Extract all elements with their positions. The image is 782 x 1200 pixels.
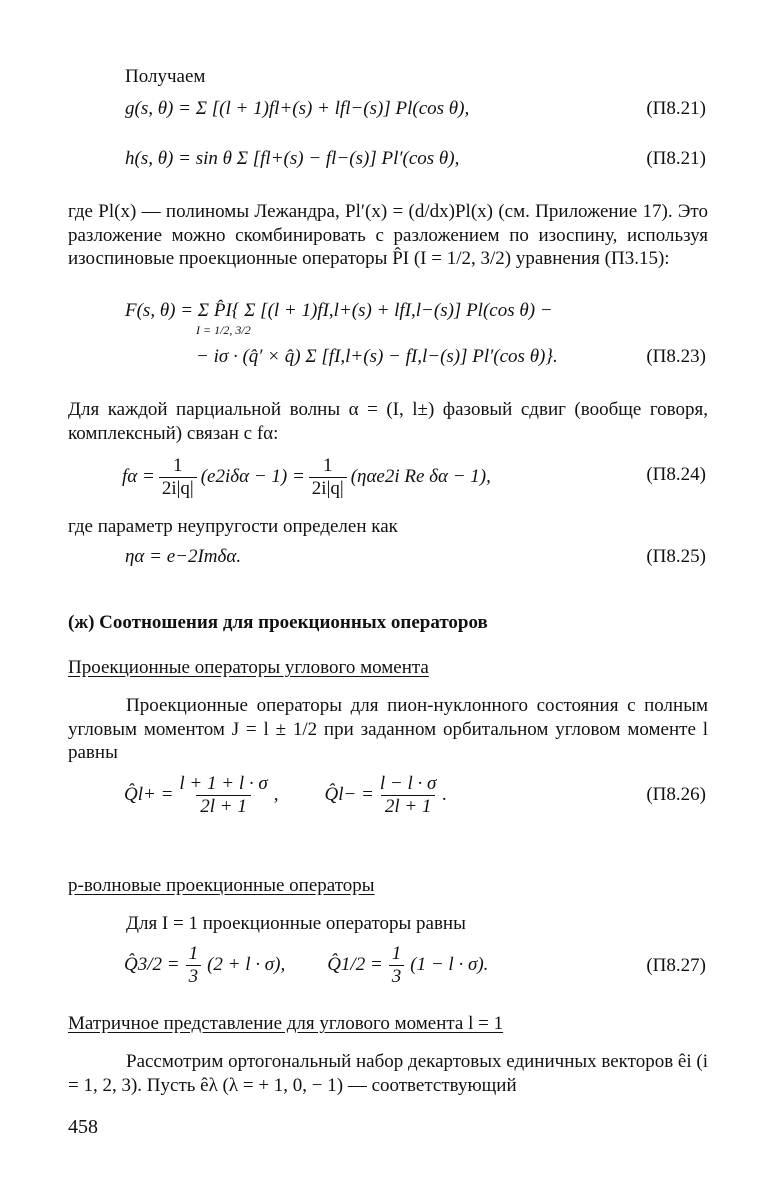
equation-number: (П8.27) [646, 955, 706, 976]
denominator: 2i|q| [159, 477, 197, 500]
denominator: 2l + 1 [381, 795, 436, 818]
numerator: 1 [391, 942, 402, 964]
section-heading: (ж) Соотношения для проекционных операторов [68, 612, 488, 633]
subsection-heading: Проекционные операторы углового момента [68, 657, 429, 678]
Q32-rhs: (2 + l · σ), [207, 954, 286, 975]
paragraph-inelasticity: где параметр неупругости определен как [68, 516, 398, 537]
denominator: 2l + 1 [196, 795, 251, 818]
fraction [389, 943, 405, 988]
paragraph-matrix [68, 1050, 708, 1097]
equation-number: (П8.24) [646, 464, 706, 485]
paragraph-text: Проекционные операторы для пион-нуклонного состояния с полным угловым моментом J = l ± 1/2 при заданном орбитальном угловом моменте l равны [68, 695, 708, 763]
Q-plus-lhs: Q̂l+ = [124, 784, 174, 805]
intro-text: Получаем [125, 66, 206, 87]
f-alpha-mid: (e2iδα − 1) = [200, 466, 305, 487]
equation-F-line1: F(s, θ) = Σ P̂I{ Σ [(l + 1)fI,l+(s) + lfI,l−(s)] Pl(cos θ) − [125, 300, 553, 321]
fraction [159, 455, 197, 500]
Q-minus-lhs: Q̂l− = [324, 784, 374, 805]
denominator: 2i|q| [309, 477, 347, 500]
sum-subscript: I = 1/2, 3/2 [196, 323, 251, 337]
equation-g: g(s, θ) = Σ [(l + 1)fl+(s) + lfl−(s)] Pl(cos θ), [125, 98, 470, 119]
Q12-rhs: (1 − l · σ). [410, 954, 489, 975]
subsection-heading: р-волновые проекционные операторы [68, 875, 375, 896]
numerator: 1 [188, 942, 199, 964]
equation-number: (П8.26) [646, 784, 706, 805]
fraction [186, 943, 202, 988]
fraction [380, 773, 437, 818]
equation-number: (П8.21) [646, 148, 706, 169]
numerator: l + 1 + l · σ [179, 772, 268, 794]
paragraph-projection [68, 694, 708, 765]
equation-Q: Q̂l+ = $\frac{l + 1 + l \cdot \sigma}{2l + 1}$ , Q̂l− = $\frac{l - l \cdot \sigma}{2l + 1}$ . [124, 772, 448, 817]
equation-number: (П8.25) [646, 546, 706, 567]
Q12-lhs: Q̂1/2 = [327, 954, 383, 975]
subsection-heading: Матричное представление для углового момента l = 1 [68, 1013, 504, 1034]
numerator: 1 [322, 454, 333, 476]
paragraph-text: Для I = 1 проекционные операторы равны [126, 913, 466, 934]
equation-h: h(s, θ) = sin θ Σ [fl+(s) − fl−(s)] Pl′(cos θ), [125, 148, 460, 169]
equation-eta: ηα = e−2Imδα. [125, 546, 242, 567]
fraction [179, 773, 267, 818]
denominator: 3 [389, 965, 405, 988]
f-alpha-lhs: fα = [122, 466, 155, 487]
equation-Q32 [124, 940, 488, 990]
paragraph-p-wave [68, 912, 708, 936]
equation-number: (П8.23) [646, 346, 706, 367]
numerator: l − l · σ [379, 772, 437, 794]
equation-F-line2: − iσ · (q̂′ × q̂) Σ [fI,l+(s) − fI,l−(s)] Pl′(cos θ)}. [196, 346, 558, 367]
fraction [309, 455, 347, 500]
paragraph-text: Рассмотрим ортогональный набор декартовых единичных векторов êi (i = 1, 2, 3). Пусть êλ (λ = + 1, 0, − 1) — соответствующий [68, 1051, 708, 1096]
Q32-lhs: Q̂3/2 = [124, 954, 180, 975]
numerator: 1 [173, 454, 183, 476]
denominator: 3 [186, 965, 202, 988]
equation-f-alpha [122, 452, 491, 502]
paragraph-legendre: где Pl(x) — полиномы Лежандра, Pl′(x) = (d/dx)Pl(x) (см. Приложение 17). Это разложение можно скомбинировать с разложением по изоспину, используя изоспиновые проекционные операторы P̂I (I = 1/2, 3/2) уравнения (П3.15): [68, 201, 708, 269]
f-alpha-rhs: (ηαe2i Re δα − 1), [350, 466, 491, 487]
equation-number: (П8.21) [646, 98, 706, 119]
paragraph-partial-wave: Для каждой парциальной волны α = (I, l±) фазовый сдвиг (вообще говоря, комплексный) связан с fα: [68, 399, 708, 444]
page-number: 458 [68, 1116, 98, 1138]
